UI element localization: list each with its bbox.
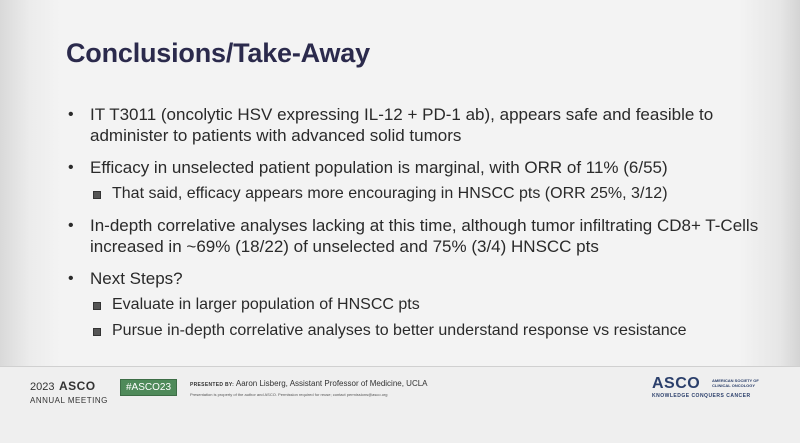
hashtag-badge: #ASCO23 [120,379,177,396]
asco-logo-text: ASCO [652,375,701,392]
bullet-text: In-depth correlative analyses lacking at this time, although tumor infiltrating CD8+ T-Cells increased in ~69% (18/22) of unselected and 75% (3/4) HNSCC pts [90,216,759,256]
slide-footer [0,366,800,443]
society-name: AMERICAN SOCIETY OF CLINICAL ONCOLOGY [712,378,759,388]
bullet-dot-icon: • [68,270,74,287]
bullet-dot-icon: • [68,106,74,123]
bullet-item [66,157,766,204]
presented-by [190,379,428,388]
slide-title: Conclusions/Take-Away [66,38,370,68]
sub-bullet-item [66,295,766,315]
bullet-item [66,104,766,146]
square-bullet-icon [93,191,101,199]
asco-annual-meeting-logo [30,377,108,405]
sub-bullet-text: That said, efficacy appears more encouraging in HNSCC pts (ORR 25%, 3/12) [112,185,668,202]
sub-bullet-item [66,184,766,204]
meeting-year: 2023 [30,381,55,393]
copyright-note: Presentation is property of the author and ASCO. Permission required for reuse; contact permissions@asco.org [190,392,388,397]
bullet-dot-icon: • [68,217,74,234]
sub-bullet-text: Pursue in-depth correlative analyses to better understand response vs resistance [112,322,687,339]
asco-society-logo [652,375,759,399]
sub-bullet-item [66,321,766,341]
bullet-text: Next Steps? [90,269,183,288]
bullet-list [66,104,766,352]
bullet-item [66,268,766,341]
meeting-asco: ASCO [58,379,96,393]
meeting-label: ANNUAL MEETING [30,396,108,405]
sub-bullet-text: Evaluate in larger population of HNSCC pts [112,296,420,313]
square-bullet-icon [93,302,101,310]
bullet-text: IT T3011 (oncolytic HSV expressing IL-12 + PD-1 ab), appears safe and feasible to administer to patients with advanced solid tumors [90,105,714,145]
square-bullet-icon [93,328,101,336]
bullet-text: Efficacy in unselected patient population is marginal, with ORR of 11% (6/55) [90,158,668,177]
presented-label: PRESENTED BY: [190,382,235,388]
bullet-item [66,215,766,257]
tagline: KNOWLEDGE CONQUERS CANCER [652,393,751,399]
presenter-name: Aaron Lisberg, Assistant Professor of Medicine, UCLA [235,379,428,388]
bullet-dot-icon: • [68,159,74,176]
